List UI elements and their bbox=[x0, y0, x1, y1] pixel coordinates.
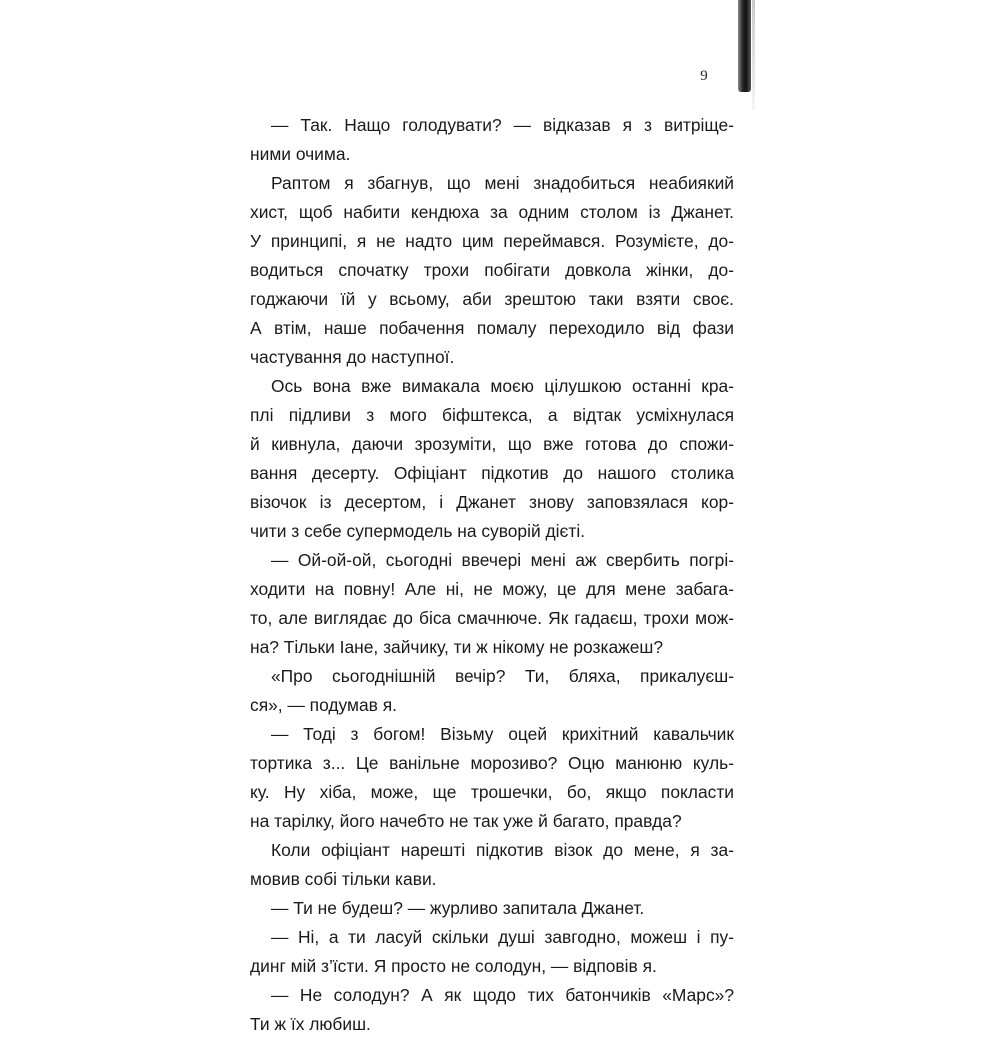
text-line: Ти ж їх любиш. bbox=[250, 1014, 371, 1034]
page-number: 9 bbox=[700, 68, 708, 84]
text-line: на? Тільки Іане, зайчику, ти ж нікому не розкажеш? bbox=[250, 637, 664, 657]
text-line: Коли офіціант нарешті підкотив візок до мене, я за- bbox=[271, 840, 734, 860]
text-line: ся», — подумав я. bbox=[250, 695, 397, 715]
text-line: — Не солодун? А як щодо тих батончиків «Марс»? bbox=[271, 985, 734, 1005]
text-line: ходити на повну! Але ні, не можу, це для мене забага- bbox=[250, 579, 734, 599]
page-edge-marker bbox=[738, 0, 751, 92]
text-line: У принципі, я не надто цим переймався. Розумієте, до- bbox=[250, 231, 734, 251]
text-line: — Ти не будеш? — журливо запитала Джанет. bbox=[271, 898, 645, 918]
body-text bbox=[250, 111, 734, 1039]
text-line: й кивнула, даючи зрозуміти, що вже готова до спожи- bbox=[250, 434, 734, 454]
text-line: годжаючи їй у всьому, аби зрештою таки взяти своє. bbox=[250, 289, 734, 309]
text-line: — Ні, а ти ласуй скільки душі завгодно, можеш і пу- bbox=[271, 927, 734, 947]
text-line: «Про сьогоднішній вечір? Ти, бляха, прикалуєш- bbox=[271, 666, 734, 686]
text-line: ними очима. bbox=[250, 144, 351, 164]
text-line: ку. Ну хіба, може, ще трошечки, бо, якщо покласти bbox=[250, 782, 734, 802]
text-line: хист, щоб набити кендюха за одним столом із Джанет. bbox=[250, 202, 734, 222]
text-line: візочок із десертом, і Джанет знову заповзялася кор- bbox=[250, 492, 734, 512]
page-edge-shadow bbox=[752, 0, 755, 110]
text-line: динг мій з’їсти. Я просто не солодун, — відповів я. bbox=[250, 956, 657, 976]
text-line: — Тоді з богом! Візьму оцей крихітний кавальчик bbox=[271, 724, 734, 744]
text-line: чити з себе супермодель на суворій дієті. bbox=[250, 521, 586, 541]
text-line: плі підливи з мого біфштекса, а відтак усміхнулася bbox=[250, 405, 734, 425]
text-line: Раптом я збагнув, що мені знадобиться неабиякий bbox=[271, 173, 734, 193]
text-line: вання десерту. Офіціант підкотив до нашого столика bbox=[250, 463, 734, 483]
text-line: частування до наступної. bbox=[250, 347, 455, 367]
text-line: на тарілку, його начебто не так уже й багато, правда? bbox=[250, 811, 682, 831]
text-line: Ось вона вже вимакала моєю цілушкою останні кра- bbox=[271, 376, 734, 396]
text-line: тортика з... Це ванільне морозиво? Оцю манюню куль- bbox=[250, 753, 734, 773]
text-line: — Так. Нащо голодувати? — відказав я з витріще- bbox=[271, 115, 734, 135]
text-line: то, але виглядає до біса смачнюче. Як гадаєш, трохи мож- bbox=[250, 608, 734, 628]
text-line: — Ой-ой-ой, сьогодні ввечері мені аж свербить погрі- bbox=[271, 550, 734, 570]
text-line: мовив собі тільки кави. bbox=[250, 869, 437, 889]
text-line: А втім, наше побачення помалу переходило від фази bbox=[250, 318, 734, 338]
text-line: водиться спочатку трохи побігати довкола жінки, до- bbox=[250, 260, 734, 280]
